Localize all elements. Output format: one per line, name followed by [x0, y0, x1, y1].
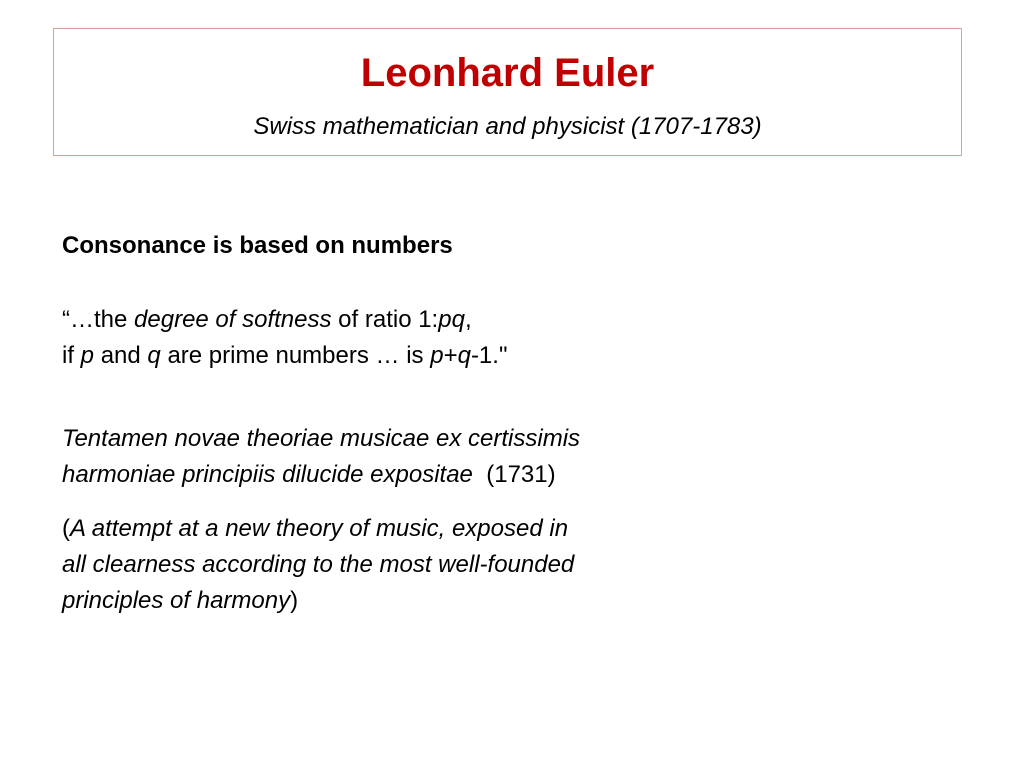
slide-subtitle: Swiss mathematician and physicist (1707-1783)	[253, 113, 762, 140]
quote-pq: pq	[438, 306, 465, 333]
title-box	[53, 28, 962, 156]
quote-and: and	[94, 342, 148, 369]
translation-line-2: all clearness according to the most well-founded	[62, 551, 575, 578]
translation-line-1: A attempt at a new theory of music, exposed in	[70, 515, 569, 542]
latin-line-1: Tentamen novae theoriae musicae ex certissimis	[62, 425, 581, 452]
translation-open-paren: (	[62, 515, 70, 542]
translation-line-3: principles of harmony	[62, 587, 291, 614]
quote-plus: +	[443, 342, 458, 369]
translation-close-paren: )	[290, 587, 299, 614]
quote-p2: p	[430, 342, 444, 369]
quote-comma: ,	[464, 306, 472, 333]
quote-tail: -1."	[470, 342, 508, 369]
quote-term: degree of softness	[134, 306, 332, 333]
section-heading: Consonance is based on numbers	[62, 232, 453, 259]
quote-are-prime: are prime numbers … is	[160, 342, 431, 369]
quote-open: “…the	[62, 306, 135, 333]
slide-title: Leonhard Euler	[360, 51, 655, 95]
quote-q2: q	[457, 342, 471, 369]
quote-after-term: of ratio 1:	[331, 306, 439, 333]
quote-p: p	[80, 342, 95, 369]
latin-line-2: harmoniae principiis dilucide expositae	[62, 461, 473, 488]
latin-year: (1731)	[472, 461, 556, 488]
quote-if: if	[62, 342, 81, 369]
english-translation	[62, 511, 782, 619]
euler-quote	[62, 302, 782, 374]
quote-q: q	[147, 342, 161, 369]
latin-title	[62, 421, 782, 493]
